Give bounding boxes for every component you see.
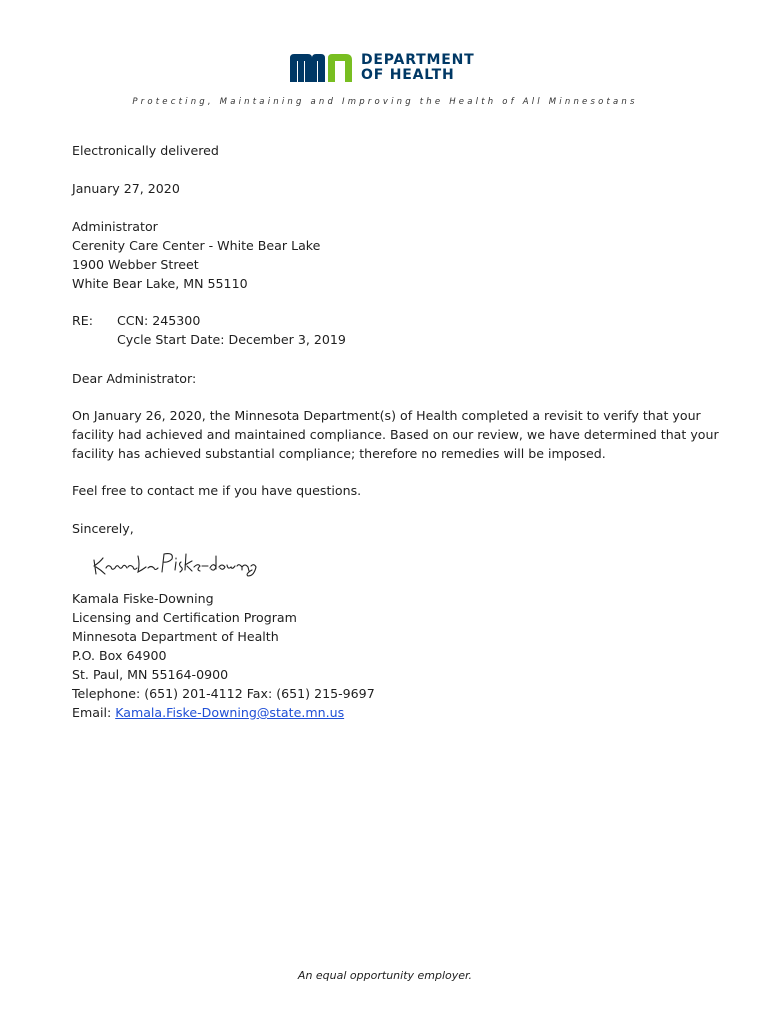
mn-logo-mark-icon — [288, 52, 356, 84]
email-line — [72, 703, 712, 722]
logo-line-1: DEPARTMENT — [361, 52, 475, 68]
signer-line: St. Paul, MN 55164-0900 — [72, 667, 229, 682]
department-name — [361, 53, 474, 83]
recipient-line: Administrator — [72, 219, 158, 234]
closing-note: Feel free to contact me if you have questions. — [72, 483, 362, 498]
email-label: Email: — [72, 705, 116, 720]
paragraph-line: facility has achieved substantial compliance; therefore no remedies will be imposed. — [72, 446, 606, 461]
delivery-method: Electronically delivered — [72, 143, 219, 158]
handwritten-signature — [88, 548, 263, 578]
re-cycle-start: Cycle Start Date: December 3, 2019 — [117, 332, 346, 347]
tagline: Protecting, Maintaining and Improving the Health of All Minnesotans — [132, 97, 638, 107]
signer-line: Licensing and Certification Program — [72, 610, 297, 625]
re-label: RE: — [72, 313, 93, 328]
footer-note: An equal opportunity employer. — [297, 969, 473, 982]
signer-line: Minnesota Department of Health — [72, 629, 279, 644]
recipient-line: 1900 Webber Street — [72, 257, 199, 272]
paragraph-line: facility had achieved and maintained compliance. Based on our review, we have determined that your — [72, 427, 719, 442]
recipient-line: White Bear Lake, MN 55110 — [72, 276, 248, 291]
paragraph-line: On January 26, 2020, the Minnesota Department(s) of Health completed a revisit to verify that your — [72, 408, 701, 423]
logo-line-2: OF HEALTH — [361, 67, 455, 83]
salutation: Dear Administrator: — [72, 371, 197, 386]
closing: Sincerely, — [72, 521, 134, 536]
signer-block — [72, 589, 712, 722]
email-link[interactable]: Kamala.Fiske-Downing@state.mn.us — [115, 705, 345, 720]
recipient-line: Cerenity Care Center - White Bear Lake — [72, 238, 321, 253]
signer-line: Kamala Fiske-Downing — [72, 591, 214, 606]
mdh-logo — [288, 52, 488, 88]
signer-line: Telephone: (651) 201-4112 Fax: (651) 215-9697 — [72, 686, 375, 701]
re-ccn: CCN: 245300 — [117, 313, 201, 328]
letter-date: January 27, 2020 — [72, 181, 180, 196]
signer-line: P.O. Box 64900 — [72, 648, 167, 663]
recipient-address — [72, 217, 712, 293]
body-paragraph — [72, 406, 719, 463]
